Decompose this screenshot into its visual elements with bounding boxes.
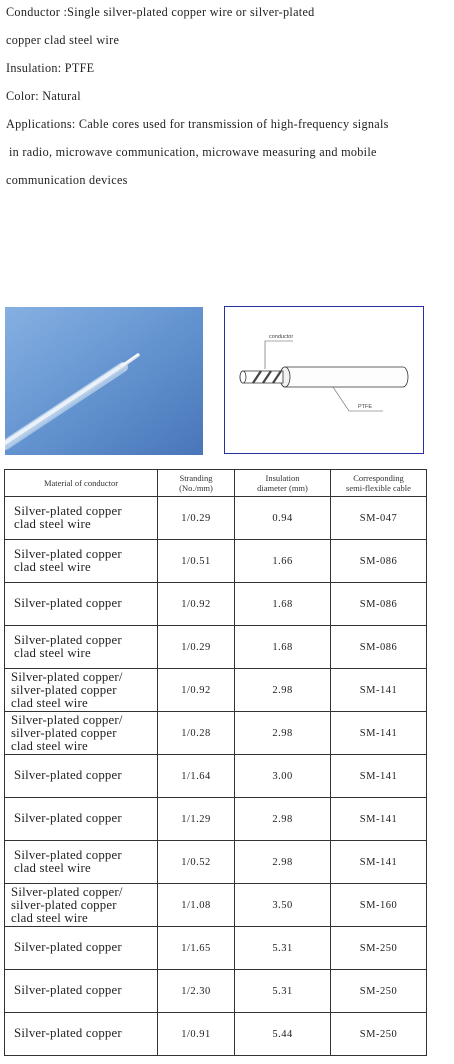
cell-stranding: 1/0.92 — [158, 669, 235, 712]
material-line: Silver-plated copper — [14, 847, 122, 862]
cell-stranding: 1/0.51 — [158, 540, 235, 583]
cell-corresponding-cable: SM-086 — [331, 540, 427, 583]
table-row — [5, 540, 427, 583]
cell-corresponding-cable: SM-141 — [331, 841, 427, 884]
cell-corresponding-cable: SM-250 — [331, 927, 427, 970]
cell-insulation-diameter: 2.98 — [235, 712, 331, 755]
cell-insulation-diameter: 1.68 — [235, 583, 331, 626]
table-row — [5, 1013, 427, 1056]
conductor-text: Conductor :Single silver-plated copper wire or silver-plated — [6, 5, 315, 19]
header-insulation-text: Insulation — [265, 473, 300, 483]
header-cable-text: Corresponding — [353, 473, 404, 483]
cell-corresponding-cable: SM-160 — [331, 884, 427, 927]
cell-insulation-diameter: 3.00 — [235, 755, 331, 798]
material-line: silver-plated copper — [11, 897, 117, 912]
cell-stranding: 1/0.29 — [158, 497, 235, 540]
cell-stranding: 1/0.91 — [158, 1013, 235, 1056]
table-row — [5, 970, 427, 1013]
cell-material — [5, 626, 158, 669]
cell-material — [5, 755, 158, 798]
cell-insulation-diameter: 1.68 — [235, 626, 331, 669]
header-stranding-unit: (No./mm) — [179, 483, 213, 493]
cable-product-photo — [5, 307, 203, 455]
header-material — [5, 470, 158, 497]
material-line: clad steel wire — [14, 646, 91, 660]
table-row — [5, 583, 427, 626]
material-line: clad steel wire — [11, 910, 88, 925]
conductor-text-continued: copper clad steel wire — [6, 33, 120, 47]
cell-material — [5, 841, 158, 884]
cell-material — [5, 712, 158, 755]
color-text: Color: Natural — [6, 89, 81, 103]
cell-stranding: 1/1.65 — [158, 927, 235, 970]
material-line: clad steel wire — [11, 738, 88, 753]
material-line: clad steel wire — [14, 560, 91, 574]
header-insulation-diameter — [235, 470, 331, 497]
cell-corresponding-cable: SM-141 — [331, 798, 427, 841]
material-line: silver-plated copper — [11, 682, 117, 697]
cell-stranding: 1/0.28 — [158, 712, 235, 755]
material-line: Silver-plated copper — [14, 1026, 122, 1041]
cell-material — [5, 884, 158, 927]
applications-text: Applications: Cable cores used for transmission of high-frequency signals — [6, 117, 389, 131]
material-line: clad steel wire — [14, 517, 91, 531]
table-row — [5, 497, 427, 540]
table-row — [5, 626, 427, 669]
cell-insulation-diameter: 5.44 — [235, 1013, 331, 1056]
cell-corresponding-cable: SM-086 — [331, 583, 427, 626]
cell-material — [5, 927, 158, 970]
material-line: Silver-plated copper/ — [11, 712, 123, 727]
cell-insulation-diameter: 2.98 — [235, 798, 331, 841]
material-line: Silver-plated copper — [14, 768, 122, 783]
cell-material — [5, 669, 158, 712]
applications-text-end: communication devices — [6, 173, 128, 187]
cell-stranding: 1/2.30 — [158, 970, 235, 1013]
cell-insulation-diameter: 2.98 — [235, 841, 331, 884]
material-line: Silver-plated copper — [14, 546, 122, 561]
header-cable-subtext: semi-flexible cable — [346, 483, 411, 493]
cell-insulation-diameter: 5.31 — [235, 970, 331, 1013]
table-header-row — [5, 470, 427, 497]
material-line: Silver-plated copper — [14, 811, 122, 826]
cell-stranding: 1/0.92 — [158, 583, 235, 626]
cell-insulation-diameter: 5.31 — [235, 927, 331, 970]
cell-material — [5, 798, 158, 841]
material-line: Silver-plated copper/ — [11, 884, 123, 899]
material-line: clad steel wire — [14, 861, 91, 875]
material-line: Silver-plated copper — [14, 940, 122, 955]
material-line: Silver-plated copper — [14, 983, 122, 998]
cell-corresponding-cable: SM-047 — [331, 497, 427, 540]
cell-corresponding-cable: SM-250 — [331, 1013, 427, 1056]
material-line: silver-plated copper — [11, 725, 117, 740]
cell-corresponding-cable: SM-086 — [331, 626, 427, 669]
cell-stranding: 1/0.29 — [158, 626, 235, 669]
header-insulation-unit: diameter (mm) — [257, 483, 308, 493]
cell-material — [5, 583, 158, 626]
cell-insulation-diameter: 2.98 — [235, 669, 331, 712]
cell-corresponding-cable: SM-141 — [331, 755, 427, 798]
cell-insulation-diameter: 3.50 — [235, 884, 331, 927]
applications-text-continued: in radio, microwave communication, microwave measuring and mobile — [9, 145, 377, 159]
table-row — [5, 798, 427, 841]
cell-stranding: 1/1.08 — [158, 884, 235, 927]
header-stranding-text: Stranding — [179, 473, 213, 483]
cable-photo-image — [5, 307, 203, 455]
cell-stranding: 1/1.64 — [158, 755, 235, 798]
table-row — [5, 841, 427, 884]
cell-insulation-diameter: 0.94 — [235, 497, 331, 540]
table-row — [5, 884, 427, 927]
cable-structure-drawing — [225, 307, 423, 453]
cell-stranding: 1/1.29 — [158, 798, 235, 841]
table-row — [5, 755, 427, 798]
cell-material — [5, 497, 158, 540]
cable-structure-diagram — [224, 306, 424, 454]
material-line: Silver-plated copper — [14, 632, 122, 647]
cell-material — [5, 1013, 158, 1056]
cell-material — [5, 540, 158, 583]
material-line: Silver-plated copper/ — [11, 669, 123, 684]
cell-material — [5, 970, 158, 1013]
cell-corresponding-cable: SM-141 — [331, 712, 427, 755]
material-line: Silver-plated copper — [14, 596, 122, 611]
header-stranding — [158, 470, 235, 497]
material-line: clad steel wire — [11, 695, 88, 710]
header-material-text: Material of conductor — [43, 478, 119, 488]
ptfe-label: PTFE — [358, 404, 373, 410]
insulation-text: Insulation: PTFE — [6, 61, 95, 75]
specification-table — [4, 469, 427, 1056]
table-row — [5, 927, 427, 970]
cell-insulation-diameter: 1.66 — [235, 540, 331, 583]
cell-corresponding-cable: SM-250 — [331, 970, 427, 1013]
material-line: Silver-plated copper — [14, 503, 122, 518]
conductor-label: conductor — [269, 334, 294, 340]
table-row — [5, 669, 427, 712]
cell-corresponding-cable: SM-141 — [331, 669, 427, 712]
header-corresponding-cable — [331, 470, 427, 497]
table-row — [5, 712, 427, 755]
cell-stranding: 1/0.52 — [158, 841, 235, 884]
